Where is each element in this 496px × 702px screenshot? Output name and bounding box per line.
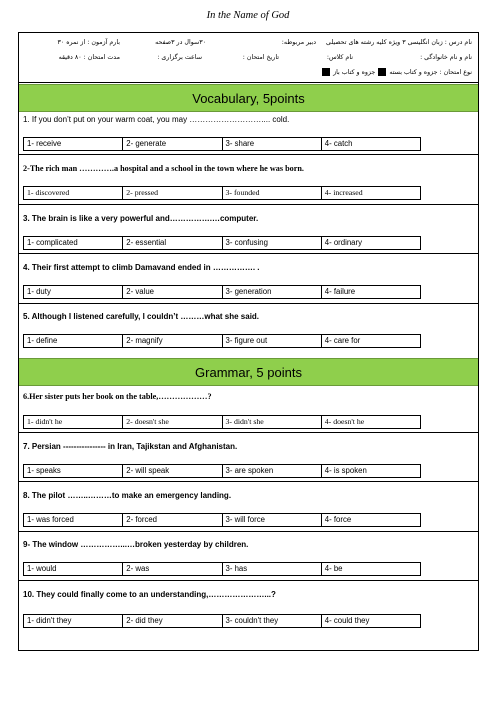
option-2[interactable]: 2- value xyxy=(122,286,221,298)
option-4[interactable]: 4- be xyxy=(321,563,420,575)
closed-book-checkbox[interactable] xyxy=(378,68,386,76)
option-1[interactable]: 1- didn't they xyxy=(27,616,72,625)
duration-field: مدت امتحان : ۸۰ دقیقه xyxy=(58,54,120,61)
course-field: نام درس : زبان انگلیسی ۳ ویژه کلیه رشته های تحصیلی xyxy=(325,39,472,46)
divider xyxy=(19,253,478,254)
option-4[interactable]: 4- is spoken xyxy=(321,465,420,477)
option-2[interactable]: 2- was xyxy=(122,563,221,575)
option-1[interactable]: 1- receive xyxy=(27,139,62,148)
option-2[interactable]: 2- pressed xyxy=(122,187,221,199)
option-1[interactable]: 1- discovered xyxy=(27,188,70,197)
exam-type-field: نوع امتحان : جزوه و کتاب بسته جزوه و کتاب باز xyxy=(321,68,472,76)
question-text: 2-The rich man ………….a hospital and a school in the town where he was born. xyxy=(23,164,304,173)
option-3[interactable]: 3- confusing xyxy=(222,237,321,249)
option-3[interactable]: 3- has xyxy=(222,563,321,575)
exam-time-field: ساعت برگزاری : xyxy=(157,54,202,61)
option-1[interactable]: 1- was forced xyxy=(27,515,74,524)
option-1[interactable]: 1- complicated xyxy=(27,238,78,247)
option-2[interactable]: 2- will speak xyxy=(122,465,221,477)
option-2[interactable]: 2- forced xyxy=(122,514,221,526)
header-row-2 xyxy=(19,54,478,68)
option-2[interactable]: 2- did they xyxy=(122,615,221,627)
options-row xyxy=(23,513,421,527)
option-1[interactable]: 1- speaks xyxy=(27,466,61,475)
option-1[interactable]: 1- duty xyxy=(27,287,51,296)
options-row xyxy=(23,464,421,478)
divider xyxy=(19,432,478,433)
option-2[interactable]: 2- generate xyxy=(122,138,221,150)
question-text: 4. Their first attempt to climb Damavand ended in ……………. . xyxy=(23,263,260,272)
divider xyxy=(19,531,478,532)
divider xyxy=(19,580,478,581)
options-row xyxy=(23,562,421,576)
option-4[interactable]: 4- failure xyxy=(321,286,420,298)
open-book-checkbox[interactable] xyxy=(322,68,330,76)
option-3[interactable]: 3- founded xyxy=(222,187,321,199)
question-text: 7. Persian ---------------- in Iran, Tajikstan and Afghanistan. xyxy=(23,442,238,451)
divider xyxy=(19,481,478,482)
score-field: بارم آزمون : از نمره ۳۰ xyxy=(57,39,120,46)
question-text: 5. Although I listened carefully, I couldn’t ………what she said. xyxy=(23,312,260,321)
section-banner-grammar: Grammar, 5 points xyxy=(19,358,478,386)
options-row xyxy=(23,236,421,250)
options-row xyxy=(23,415,421,429)
option-3[interactable]: 3- generation xyxy=(222,286,321,298)
page-title: In the Name of God xyxy=(206,10,290,21)
question-count-field: ۳۰سوال در ۳صفحه xyxy=(155,39,206,46)
header-row-3 xyxy=(19,68,478,82)
option-4[interactable]: 4- ordinary xyxy=(321,237,420,249)
question-text: 1. If you don’t put on your warm coat, you may ……………………….... cold. xyxy=(23,115,290,124)
option-4[interactable]: 4- increased xyxy=(321,187,420,199)
options-row xyxy=(23,614,421,628)
teacher-field: دبیر مربوطه: xyxy=(281,39,316,46)
question-text: 10. They could finally come to an understanding,…………………...? xyxy=(23,590,276,599)
exam-date-field: تاریخ امتحان : xyxy=(242,54,279,61)
divider xyxy=(19,204,478,205)
option-2[interactable]: 2- doesn't she xyxy=(122,416,221,428)
option-2[interactable]: 2- essential xyxy=(122,237,221,249)
options-row xyxy=(23,137,421,151)
divider xyxy=(19,303,478,304)
options-row xyxy=(23,334,421,348)
question-text: 8. The pilot ……..………to make an emergency landing. xyxy=(23,491,232,500)
class-name-field: نام کلاس: xyxy=(326,54,353,61)
option-1[interactable]: 1- didn't he xyxy=(27,417,63,426)
exam-header xyxy=(19,33,478,83)
option-4[interactable]: 4- doesn't he xyxy=(321,416,420,428)
option-1[interactable]: 1- would xyxy=(27,564,57,573)
question-text: 3. The brain is like a very powerful and…………….…computer. xyxy=(23,214,259,223)
option-4[interactable]: 4- force xyxy=(321,514,420,526)
student-name-field: نام و نام خانوادگی : xyxy=(420,54,472,61)
option-2[interactable]: 2- magnify xyxy=(122,335,221,347)
option-3[interactable]: 3- didn't she xyxy=(222,416,321,428)
question-text: 6.Her sister puts her book on the table,………………? xyxy=(23,392,212,401)
option-3[interactable]: 3- are spoken xyxy=(222,465,321,477)
option-3[interactable]: 3- couldn't they xyxy=(222,615,321,627)
options-row xyxy=(23,186,421,200)
divider xyxy=(19,154,478,155)
header-row-1 xyxy=(19,39,478,53)
option-1[interactable]: 1- define xyxy=(27,336,58,345)
options-row xyxy=(23,285,421,299)
option-3[interactable]: 3- figure out xyxy=(222,335,321,347)
exam-sheet xyxy=(18,32,479,651)
option-4[interactable]: 4- catch xyxy=(321,138,420,150)
option-3[interactable]: 3- will force xyxy=(222,514,321,526)
question-text: 9- The window ……………...…broken yesterday by children. xyxy=(23,540,249,549)
section-banner-vocabulary: Vocabulary, 5points xyxy=(19,84,478,112)
option-3[interactable]: 3- share xyxy=(222,138,321,150)
option-4[interactable]: 4- care for xyxy=(321,335,420,347)
option-4[interactable]: 4- could they xyxy=(321,615,420,627)
